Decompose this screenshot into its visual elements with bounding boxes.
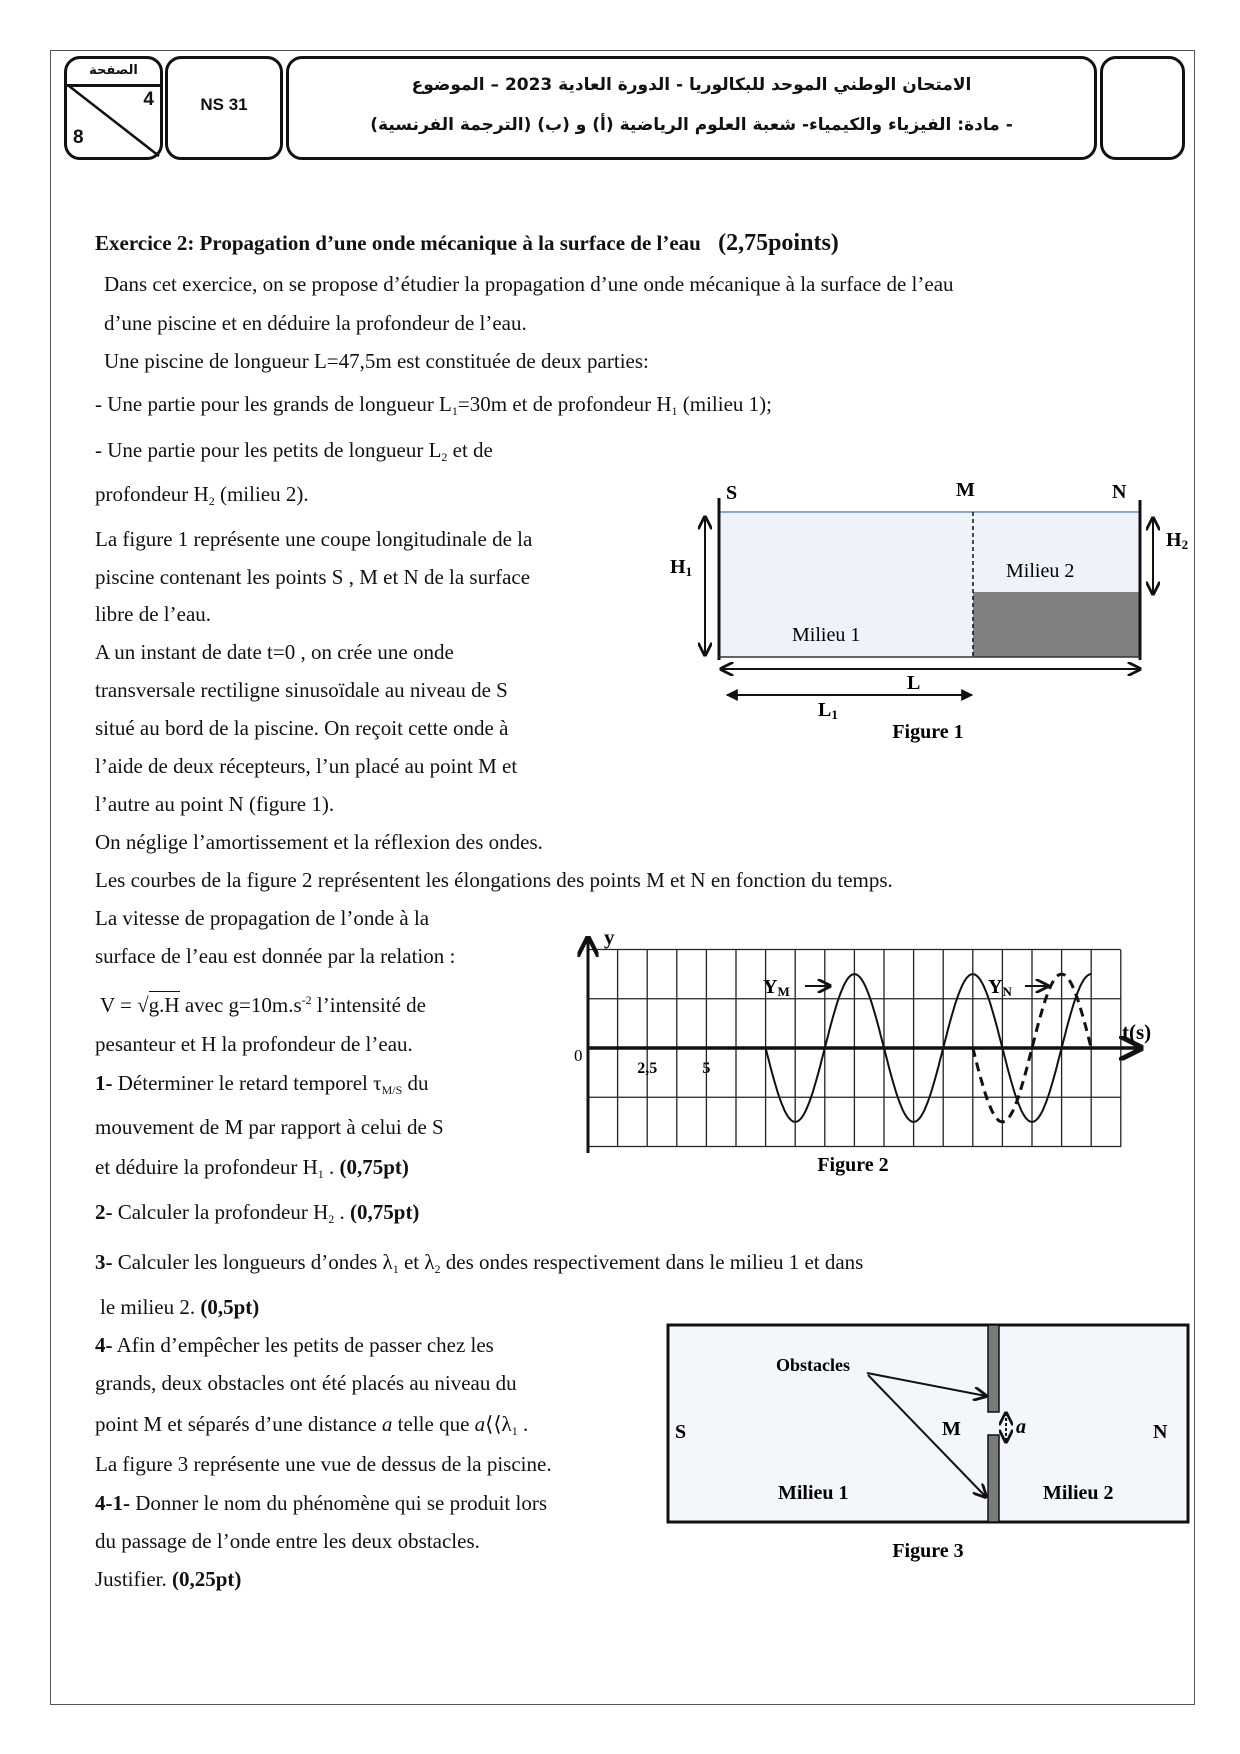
chart-grid <box>588 938 1141 1153</box>
label-milieu-2: Milieu 2 <box>1006 560 1075 582</box>
question-3: 3- Calculer les longueurs d’ondes $\lambda_1$ et $\lambda_2$ des ondes respectivement dans le milieu 1 et dans <box>95 1250 864 1276</box>
exam-code: NS 31 <box>200 95 248 114</box>
text-line: profondeur $H_2$ (milieu 2). <box>95 482 309 508</box>
text-line: Justifier. (0,25pt) <box>95 1567 242 1591</box>
exam-title-line1: الامتحان الوطني الموحد للبكالوريا - الدورة العادية 2023 – الموضوع <box>411 75 972 95</box>
shallow-floor <box>973 592 1140 657</box>
label-n: N <box>1153 1421 1168 1443</box>
text-line: transversale rectiligne sinusoïdale au niveau de S <box>95 678 508 702</box>
question-2: 2- Calculer la profondeur $H_2$ . (0,75pt) <box>95 1200 420 1226</box>
origin-label: 0 <box>574 1046 583 1065</box>
label-l1: L1 <box>818 699 838 722</box>
figure-1-caption: Figure 1 <box>892 721 964 743</box>
x-tick-label: 5 <box>702 1060 711 1077</box>
question-4: 4- Afin d’empêcher les petits de passer chez les <box>95 1333 494 1357</box>
label-m: M <box>942 1418 961 1440</box>
exercise-title-text: Exercice 2: Propagation d’une onde mécanique à la surface de l’eau <box>95 231 701 255</box>
label-s: S <box>726 482 738 504</box>
text-line: le milieu 2. (0,5pt) <box>100 1295 260 1319</box>
text-line: On néglige l’amortissement et la réflexion des ondes. <box>95 830 543 854</box>
label-h2: H2 <box>1166 529 1189 552</box>
page-current: 4 <box>143 89 154 110</box>
figure-3-caption: Figure 3 <box>892 1540 964 1562</box>
text-line: La figure 1 représente une coupe longitudinale de la <box>95 527 533 551</box>
exam-title-line2: - مادة: الفيزياء والكيمياء- شعبة العلوم الرياضية (أ) و (ب) (الترجمة الفرنسية) <box>370 115 1013 135</box>
figure-1 <box>670 479 1188 743</box>
page-label: الصفحة <box>67 59 160 87</box>
intro-line: Une piscine de longueur L=47,5m est constituée de deux parties: <box>104 349 649 373</box>
text-line: situé au bord de la piscine. On reçoit cette onde à <box>95 716 509 740</box>
text-line: La figure 3 représente une vue de dessus de la piscine. <box>95 1452 552 1476</box>
label-h1: H1 <box>670 556 693 579</box>
page-total: 8 <box>73 127 84 148</box>
label-obstacles: Obstacles <box>776 1355 850 1375</box>
question-4-1: 4-1- Donner le nom du phénomène qui se produit lors <box>95 1491 548 1515</box>
figure-3 <box>668 1325 1188 1562</box>
text-line: surface de l’eau est donnée par la relation : <box>95 944 456 968</box>
exercise-points: (2,75points) <box>718 230 839 256</box>
part-2-line: - Une partie pour les petits de longueur $L_2$ et de <box>95 438 493 464</box>
label-milieu-1: Milieu 1 <box>792 624 861 646</box>
figure-2-chart <box>574 925 1151 1176</box>
label-milieu-1: Milieu 1 <box>778 1482 849 1504</box>
label-a: a <box>1016 1416 1026 1438</box>
text-line: Les courbes de la figure 2 représentent les élongations des points M et N en fonction du temps. <box>95 868 893 892</box>
figure-2-caption: Figure 2 <box>817 1154 889 1176</box>
label-m: M <box>956 479 975 501</box>
obstacle-lower <box>988 1435 999 1522</box>
text-line: et déduire la profondeur $H_1$ . (0,75pt) <box>95 1155 409 1181</box>
velocity-formula: V = √g.H avec $g=10m.s^{-2}$ l’intensité de <box>100 993 426 1017</box>
text-line: A un instant de date t=0 , on crée une onde <box>95 640 454 664</box>
x-axis-label: t(s) <box>1122 1020 1152 1044</box>
text-line: mouvement de M par rapport à celui de S <box>95 1115 444 1139</box>
text-line: grands, deux obstacles ont été placés au niveau du <box>95 1371 517 1395</box>
obstacle-upper <box>988 1325 999 1412</box>
label-milieu-2: Milieu 2 <box>1043 1482 1114 1504</box>
text-line: piscine contenant les points S , M et N de la surface <box>95 565 531 589</box>
label-n: N <box>1112 481 1127 503</box>
x-tick-label: 2,5 <box>637 1060 658 1077</box>
text-line: pesanteur et H la profondeur de l’eau. <box>95 1032 413 1056</box>
part-1-line: - Une partie pour les grands de longueur $L_1=30m$ et de profondeur $H_1$ (milieu 1); <box>95 392 772 418</box>
intro-line: Dans cet exercice, on se propose d’étudier la propagation d’une onde mécanique à la surface de l’eau <box>104 272 954 296</box>
text-line: La vitesse de propagation de l’onde à la <box>95 906 430 930</box>
text-line: libre de l’eau. <box>95 602 212 626</box>
text-line: du passage de l’onde entre les deux obstacles. <box>95 1529 480 1553</box>
text-line: point M et séparés d’une distance a telle que $a⟨⟨\lambda_1$ . <box>95 1412 529 1438</box>
text-line: l’aide de deux récepteurs, l’un placé au point M et <box>95 754 518 778</box>
series-label-yn: YN <box>988 976 1012 999</box>
series-label-ym: YM <box>763 976 790 999</box>
text-line: l’autre au point N (figure 1). <box>95 792 335 816</box>
y-axis-label: y <box>604 925 615 949</box>
label-l: L <box>907 672 921 694</box>
question-1: 1- Déterminer le retard temporel $\tau_{M/S}$ du <box>95 1071 429 1097</box>
label-s: S <box>675 1421 687 1443</box>
intro-line: d’une piscine et en déduire la profondeur de l’eau. <box>104 311 527 335</box>
